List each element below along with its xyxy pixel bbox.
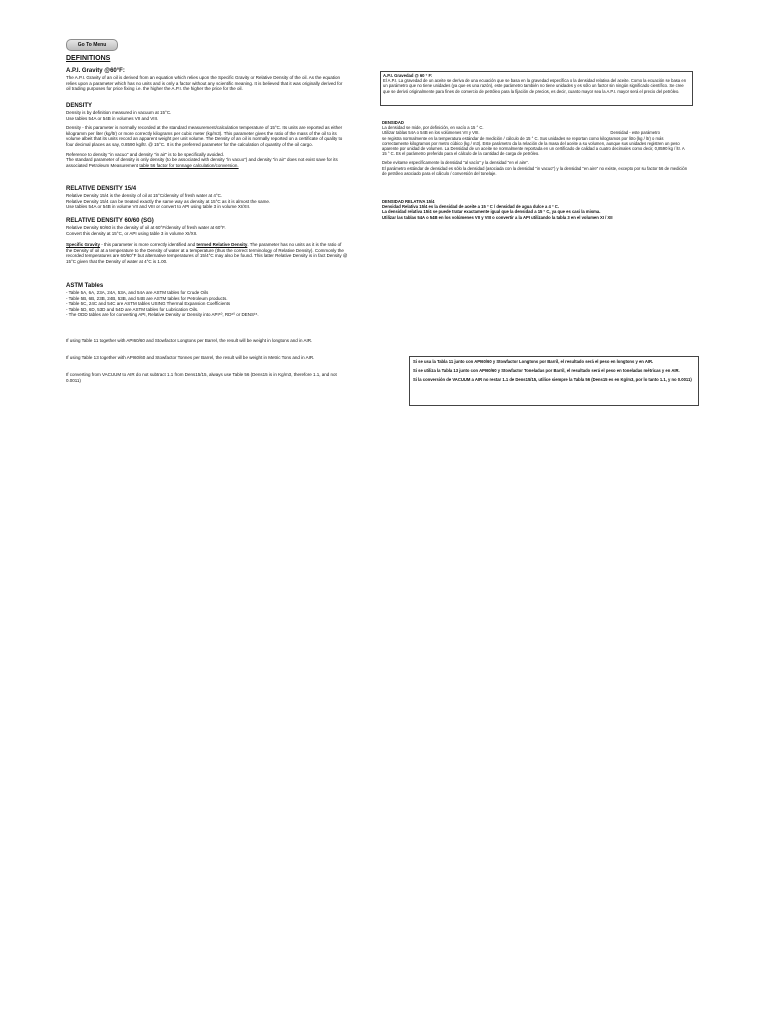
es-note: Si se usa la Tabla 11 junto con API60/60 y Stowfactor Longtons por Barril, el resultado será el peso en longtons y en AIR. xyxy=(413,359,654,364)
astm-item: - Table 5D, 6D, 53D and 54D are ASTM tables for Lubrication Oils. xyxy=(66,306,199,312)
es-density-p5: El parámetro estándar de densidad es sólo la densidad (asociada con la densidad "in vacuo") y la densidad "en aire" no existe, excepto por su factor 56 de medición de petróleo asociado para el cálculo / conversión del tonelaje. xyxy=(382,165,688,176)
density-p5a: The standard parameter of density is only density (to be associated with density "in vacuo") and density "in air" xyxy=(66,157,286,163)
density-p3: Density - this parameter is normally recorded at the standard measurement/calculation temperature of 15°C. Its units are reported as either kilogramm per liter (kg/ltr) or more correctly kilograms per cubic meter (kg/m3). This parameter gives the ratio of the mass of the oil to its volume albeit that its units record an apparent weight per unit volume. The Density of an oil is normally reported on a certificate of quality to four decimal places as say, 0.8590 kg/ltr. @ 15°C. It is the preferred parameter for the calculation of quantity of the oil cargo. xyxy=(66,125,343,147)
rd1504-p1: Relative Density 15/4 is the density of oil at 15°C/density of fresh water at 4°C. xyxy=(66,193,223,198)
es-note: Si la conversión de VACUUM a AIR no restar 1.1 de Dens15/15, utilice siempre la Tabla 56 (Dens15 es en Kg/m3, por lo tanto 1.1, y no 0.0011) xyxy=(413,377,692,383)
es-rd-p2: La densidad relativa 15/4 se puede tratar exactamente igual que la densidad a 15 ° C, ya que es casi la misma. xyxy=(382,209,601,215)
rd6060-p2: Convert this density at 15°C, or API using table 3 in volume XI/XII. xyxy=(66,230,198,236)
astm-item: - Table 5A, 6A, 23A, 24A, 53A, and 54A are ASTM tables for Crude Oils xyxy=(66,290,209,295)
rd1504-p3: Use tables 54A or 54B in volume VII and VIII or convert to API using table 3 in volume XI/XII. xyxy=(66,204,251,210)
rd1504-p2: Relative Density 15/4 can be treated exactly the same way as density at 15°C as it is almost the same. xyxy=(66,198,271,204)
rd6060-section xyxy=(66,218,348,236)
rd1504-heading: RELATIVE DENSITY 15/4 xyxy=(66,186,137,192)
note-longtons xyxy=(66,338,348,344)
es-rd-heading: DENSIDAD RELATIVA 15/4 xyxy=(382,199,435,204)
sg-term-relative-density: termed Relative Density xyxy=(196,242,248,247)
density-p1: Density is by definition measured in vacuum at 15°C. xyxy=(66,110,172,115)
es-density-section xyxy=(382,120,688,176)
rd6060-heading: RELATIVE DENSITY 60/60 (SG) xyxy=(66,218,154,224)
note-text: If using Table 13 together with API60/60 and Stowfactor Tonnes per Barrel, the result will be weight in Metric Tons and in AIR. xyxy=(66,355,315,360)
api-section xyxy=(66,68,348,92)
api-heading: A.P.I. Gravity @60°F: xyxy=(66,68,125,74)
density-p4: Reference to density "in vacuo" and density "in air" is to be specifically avoided. xyxy=(66,151,224,157)
go-to-menu-button[interactable]: Go To Menu xyxy=(66,39,118,51)
specific-gravity-text xyxy=(66,242,348,264)
astm-heading: ASTM Tables xyxy=(66,283,104,289)
rd6060-p1: Relative Density 60/60 is the density of oil at 60°F/density of fresh water at 60°F. xyxy=(66,225,226,230)
astm-item: - Table 5B, 6B, 23B, 24B, 53B, and 54B are ASTM tables for Petroleum products. xyxy=(66,295,228,301)
density-p2: Use tables 54A or 54B in volumes VII and VIII. xyxy=(66,115,159,121)
es-api-text: El A.P.I. La gravedad de un aceite se deriva de una ecuación que se basa en la gravedad específica o la densidad relativa del aceite. Como la ecuación se basa en un parámetro que no tiene unidades (ya que es una razón), este parámetro también no tiene unidades y es sólo un factor sin ningún significado científico. Se cree que se derivó originalmente para fines de comercio de petróleo para la fijación de precios, es decir, cuanto mayor sea la A.P.I. mayor será el precio del petróleo. xyxy=(383,78,687,94)
note-metric-tons xyxy=(66,355,348,361)
api-text: The A.P.I. Gravity of an oil is derived from an equation which relies upon the Specific Gravity or Relative Density of the oil. As the equation relies upon a parameter which has no units and is only a factor without any scientific meaning. It is believed that it was originally derived for oil trading purposes for price fixing i.e. the higher the A.P.I. the higher the price for the oil. xyxy=(66,75,343,92)
es-density-p3: se registra normalmente en la temperatura estándar de medición / cálculo de 15 ° C. Sus unidades se reportan como kilogramos por litro (kg / ltr) o más correctamente kilogramos por metro cúbico (kg / m3). Este parámetro da la relación de la masa del aceite a su volumen, aunque sus unidades registren un peso aparente por unidad de volumen. La Densidad de un aceite se normalmente reportada en un certificado de calidad a cuatro decimales como decir, 0,8590 kg / ltr. A 15 ° C. Es el parámetro preferido para el cálculo de la cantidad de carga de petróleo. xyxy=(382,135,685,157)
es-density-p4: Debe evitarse específicamente la densidad "al vacío" y la densidad "en el aire". xyxy=(382,160,530,166)
density-p5b: does not exist save for its associated Petroleum Measurement xyxy=(66,157,338,168)
density-p5 xyxy=(66,157,348,168)
es-note: Si se utiliza la Tabla 13 junto con API60/60 y Stowfactor Toneladas por Barril, el resultado será el peso en toneladas métricas y en AIR. xyxy=(413,368,680,374)
es-density-p1: La densidad se mide, por definición, en vacío a 15 ° C. xyxy=(382,125,484,131)
es-api-heading: A.P.I. Gravedad @ 60 ° F: xyxy=(383,73,433,78)
specific-gravity-section xyxy=(66,242,348,264)
es-density-p2 xyxy=(382,130,688,135)
es-rd-p1: Densidad Relativa 15/4 es la densidad de aceite a 15 ° C / densidad de agua dulce a 4 ° C. xyxy=(382,204,559,210)
definitions-title: DEFINITIONS xyxy=(66,55,111,62)
sg-mid: - this parameter is more correctly identified and xyxy=(100,242,197,247)
density-heading: DENSITY xyxy=(66,103,93,109)
spanish-api-box xyxy=(380,71,693,106)
note-vacuum-air xyxy=(66,372,348,383)
astm-item: - The ODD tables are for converting API, Relative Density or Density into API⁶⁰, RD⁶⁰ or DENS¹⁵. xyxy=(66,312,259,318)
es-rd-p3: Utilizar las tablas 54A o 54B en los volúmenes VII y VIII o convertir a la API utilizando la tabla 3 en el volumen XI / XII xyxy=(382,214,613,220)
rd1504-section xyxy=(66,186,348,210)
astm-section xyxy=(66,283,348,318)
note-text: If converting from VACUUM to AIR do not subtract 1.1 from Dens15/15, always use Table 56 (Dens15 is in Kg/m3, therefore 1.1, and not 0.0011) xyxy=(66,372,337,383)
es-density-heading: DENSIDAD xyxy=(382,120,404,125)
es-rd-section xyxy=(382,199,688,220)
es-density-p2-right: Densidad - este parámetro xyxy=(610,130,660,136)
sg-term-specific-gravity: Specific Gravity xyxy=(66,242,101,247)
note-text: If using Table 11 together with API60/60 and Stowfactor Longtons per Barrel, the result will be weight in longtons and in AIR. xyxy=(66,338,313,343)
density-p5c: table 56 factor for tonnage calculation/conversion. xyxy=(139,162,239,168)
spanish-notes-box xyxy=(409,356,699,406)
es-density-p2-text: Utilizar tablas 54A o 54B en los volúmenes VII y VIII. xyxy=(382,130,480,136)
sg-rest: . The parameter has no units as it is the ratio of the Density of oil at a temperature to the Density of water at a temperature (thus the correct terminology of Relative Density). Commonly the recorded temperatures are 60/60°F but alternative temperatures of 15/4°C may also be found. This latter Relative Density is in fact Density @ 15°C given that the Density of water at 4°C is 1.00. xyxy=(66,242,348,264)
astm-item: - Table 5C, 24C and 54C are ASTM tables USING Thermal Expansion Coefficients xyxy=(66,301,231,307)
density-section xyxy=(66,103,348,168)
